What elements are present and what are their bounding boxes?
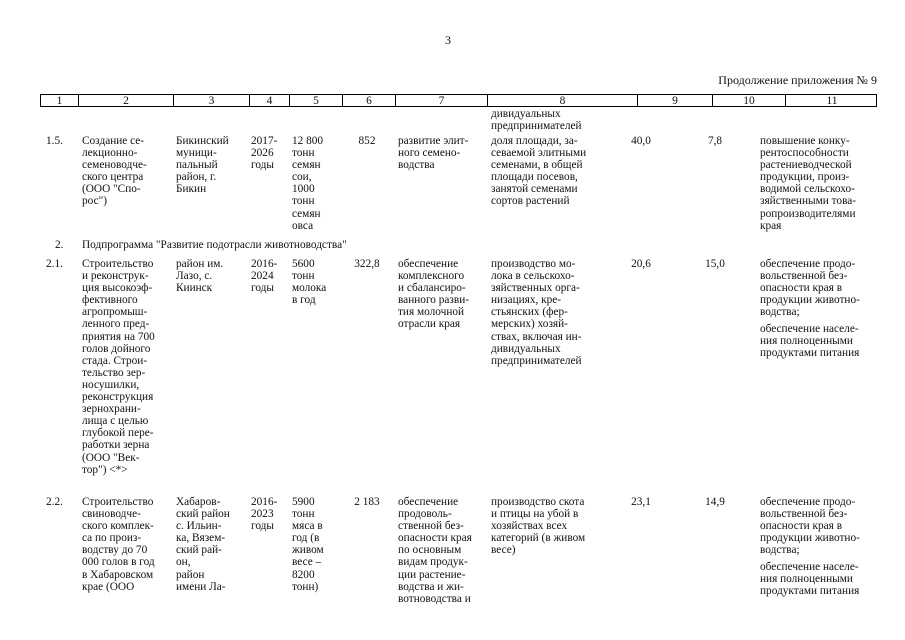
project-effect-nutrition: обеспечение населе- ния полноценными продуктами питания	[760, 561, 860, 598]
project-years: 2016- 2024 годы	[251, 258, 278, 295]
page-number: 3	[445, 33, 451, 47]
table-header	[40, 94, 877, 107]
header-col-11: 11	[826, 95, 838, 107]
project-location: Бикинский муници- пальный район, г. Бикин	[176, 135, 229, 196]
project-cost: 322,8	[354, 258, 380, 270]
project-capacity: 5900 тонн мяса в год (в живом весе – 8200 тонн)	[292, 496, 324, 593]
header-col-4: 4	[250, 95, 290, 106]
project-indicator: производство скота и птицы на убой в хозяйствах всех категорий (в живом весе)	[491, 496, 586, 557]
project-location: район им. Лазо, с. Киинск	[176, 258, 224, 295]
project-effect-food-security: обеспечение продо- вольственной без- опасности края в продукции животно- водства;	[760, 258, 860, 319]
indicator-value-9: 40,0	[631, 135, 651, 147]
project-years: 2016- 2023 годы	[251, 496, 278, 533]
project-indicator: производство мо- лока в сельскохо- зяйственных орга- низациях, кре- стьянских (фер- мерских) хозяй- ствах, включая ин- дивидуальных предпринимателей	[491, 258, 582, 367]
header-col-3: 3	[174, 95, 250, 106]
header-col-1: 1	[41, 95, 79, 106]
project-name: Строительство и реконструк- ция высокоэф- фективного агропромыш- ленного пред- приятия на 700 голов дойного стада. Строи- тельство зер- носушилки, реконструкция зернохрани- лища с целью глубокой пере- работки зерна (ООО "Век- тор") <*>	[82, 258, 155, 476]
header-col-2: 2	[79, 95, 174, 106]
project-name: Строительство свиноводче- ского комплек- са по произ- водству до 70 000 голов в год в Хабаровском крае (ООО	[82, 496, 155, 593]
header-col-7: 7	[396, 95, 488, 106]
row-number: 2.1.	[46, 258, 63, 270]
subprogram-title: Подпрограмма "Развитие подотрасли животноводства"	[82, 239, 347, 251]
project-capacity: 5600 тонн молока в год	[292, 258, 327, 307]
project-cost: 2 183	[354, 496, 380, 508]
header-col-8: 8	[488, 95, 638, 106]
section-number: 2.	[55, 239, 64, 251]
header-col-9: 9	[638, 95, 713, 106]
indicator-value-10: 15,0	[705, 258, 725, 270]
project-goal: обеспечение комплексного и сбалансиро- ванного разви- тия молочной отрасли края	[398, 258, 470, 331]
indicator-fragment: дивидуальных предпринимателей	[491, 108, 582, 133]
project-capacity: 12 800 тонн семян сои, 1000 тонн семян овса	[292, 135, 324, 232]
project-effect-nutrition: обеспечение населе- ния полноценными продуктами питания	[760, 323, 860, 360]
indicator-value-9: 20,6	[631, 258, 651, 270]
row-number: 1.5.	[46, 135, 63, 147]
project-goal: развитие элит- ного семено- водства	[398, 135, 469, 172]
header-col-10: 10	[713, 95, 786, 106]
project-name: Создание се- лекционно- семеноводче- ского центра (ООО "Спо- рос")	[82, 135, 147, 208]
project-effect-food-security: обеспечение продо- вольственной без- опасности края в продукции животно- водства;	[760, 496, 860, 557]
indicator-value-9: 23,1	[631, 496, 651, 508]
project-indicator: доля площади, за- севаемой элитными семенами, в общей площади посевов, занятой семенами сортов растений	[491, 135, 587, 208]
project-effect: повышение конку- рентоспособности растениеводческой продукции, произ- водимой сельскохо- зяйственными това- ропроизводителями края	[760, 135, 857, 232]
project-location: Хабаров- ский район с. Ильин- ка, Вязем- ский рай- он, район имени Ла-	[176, 496, 230, 593]
project-cost: 852	[358, 135, 376, 147]
header-col-5: 5	[290, 95, 343, 106]
project-goal: обеспечение продоволь- ственной без- опасности края по основным видам продук- ции растение- водства и жи- вотноводства и	[398, 496, 472, 605]
row-number: 2.2.	[46, 496, 63, 508]
project-years: 2017- 2026 годы	[251, 135, 278, 172]
indicator-value-10: 14,9	[705, 496, 725, 508]
indicator-value-10: 7,8	[707, 135, 723, 147]
header-col-6: 6	[343, 95, 396, 106]
continuation-label: Продолжение приложения № 9	[718, 73, 877, 87]
